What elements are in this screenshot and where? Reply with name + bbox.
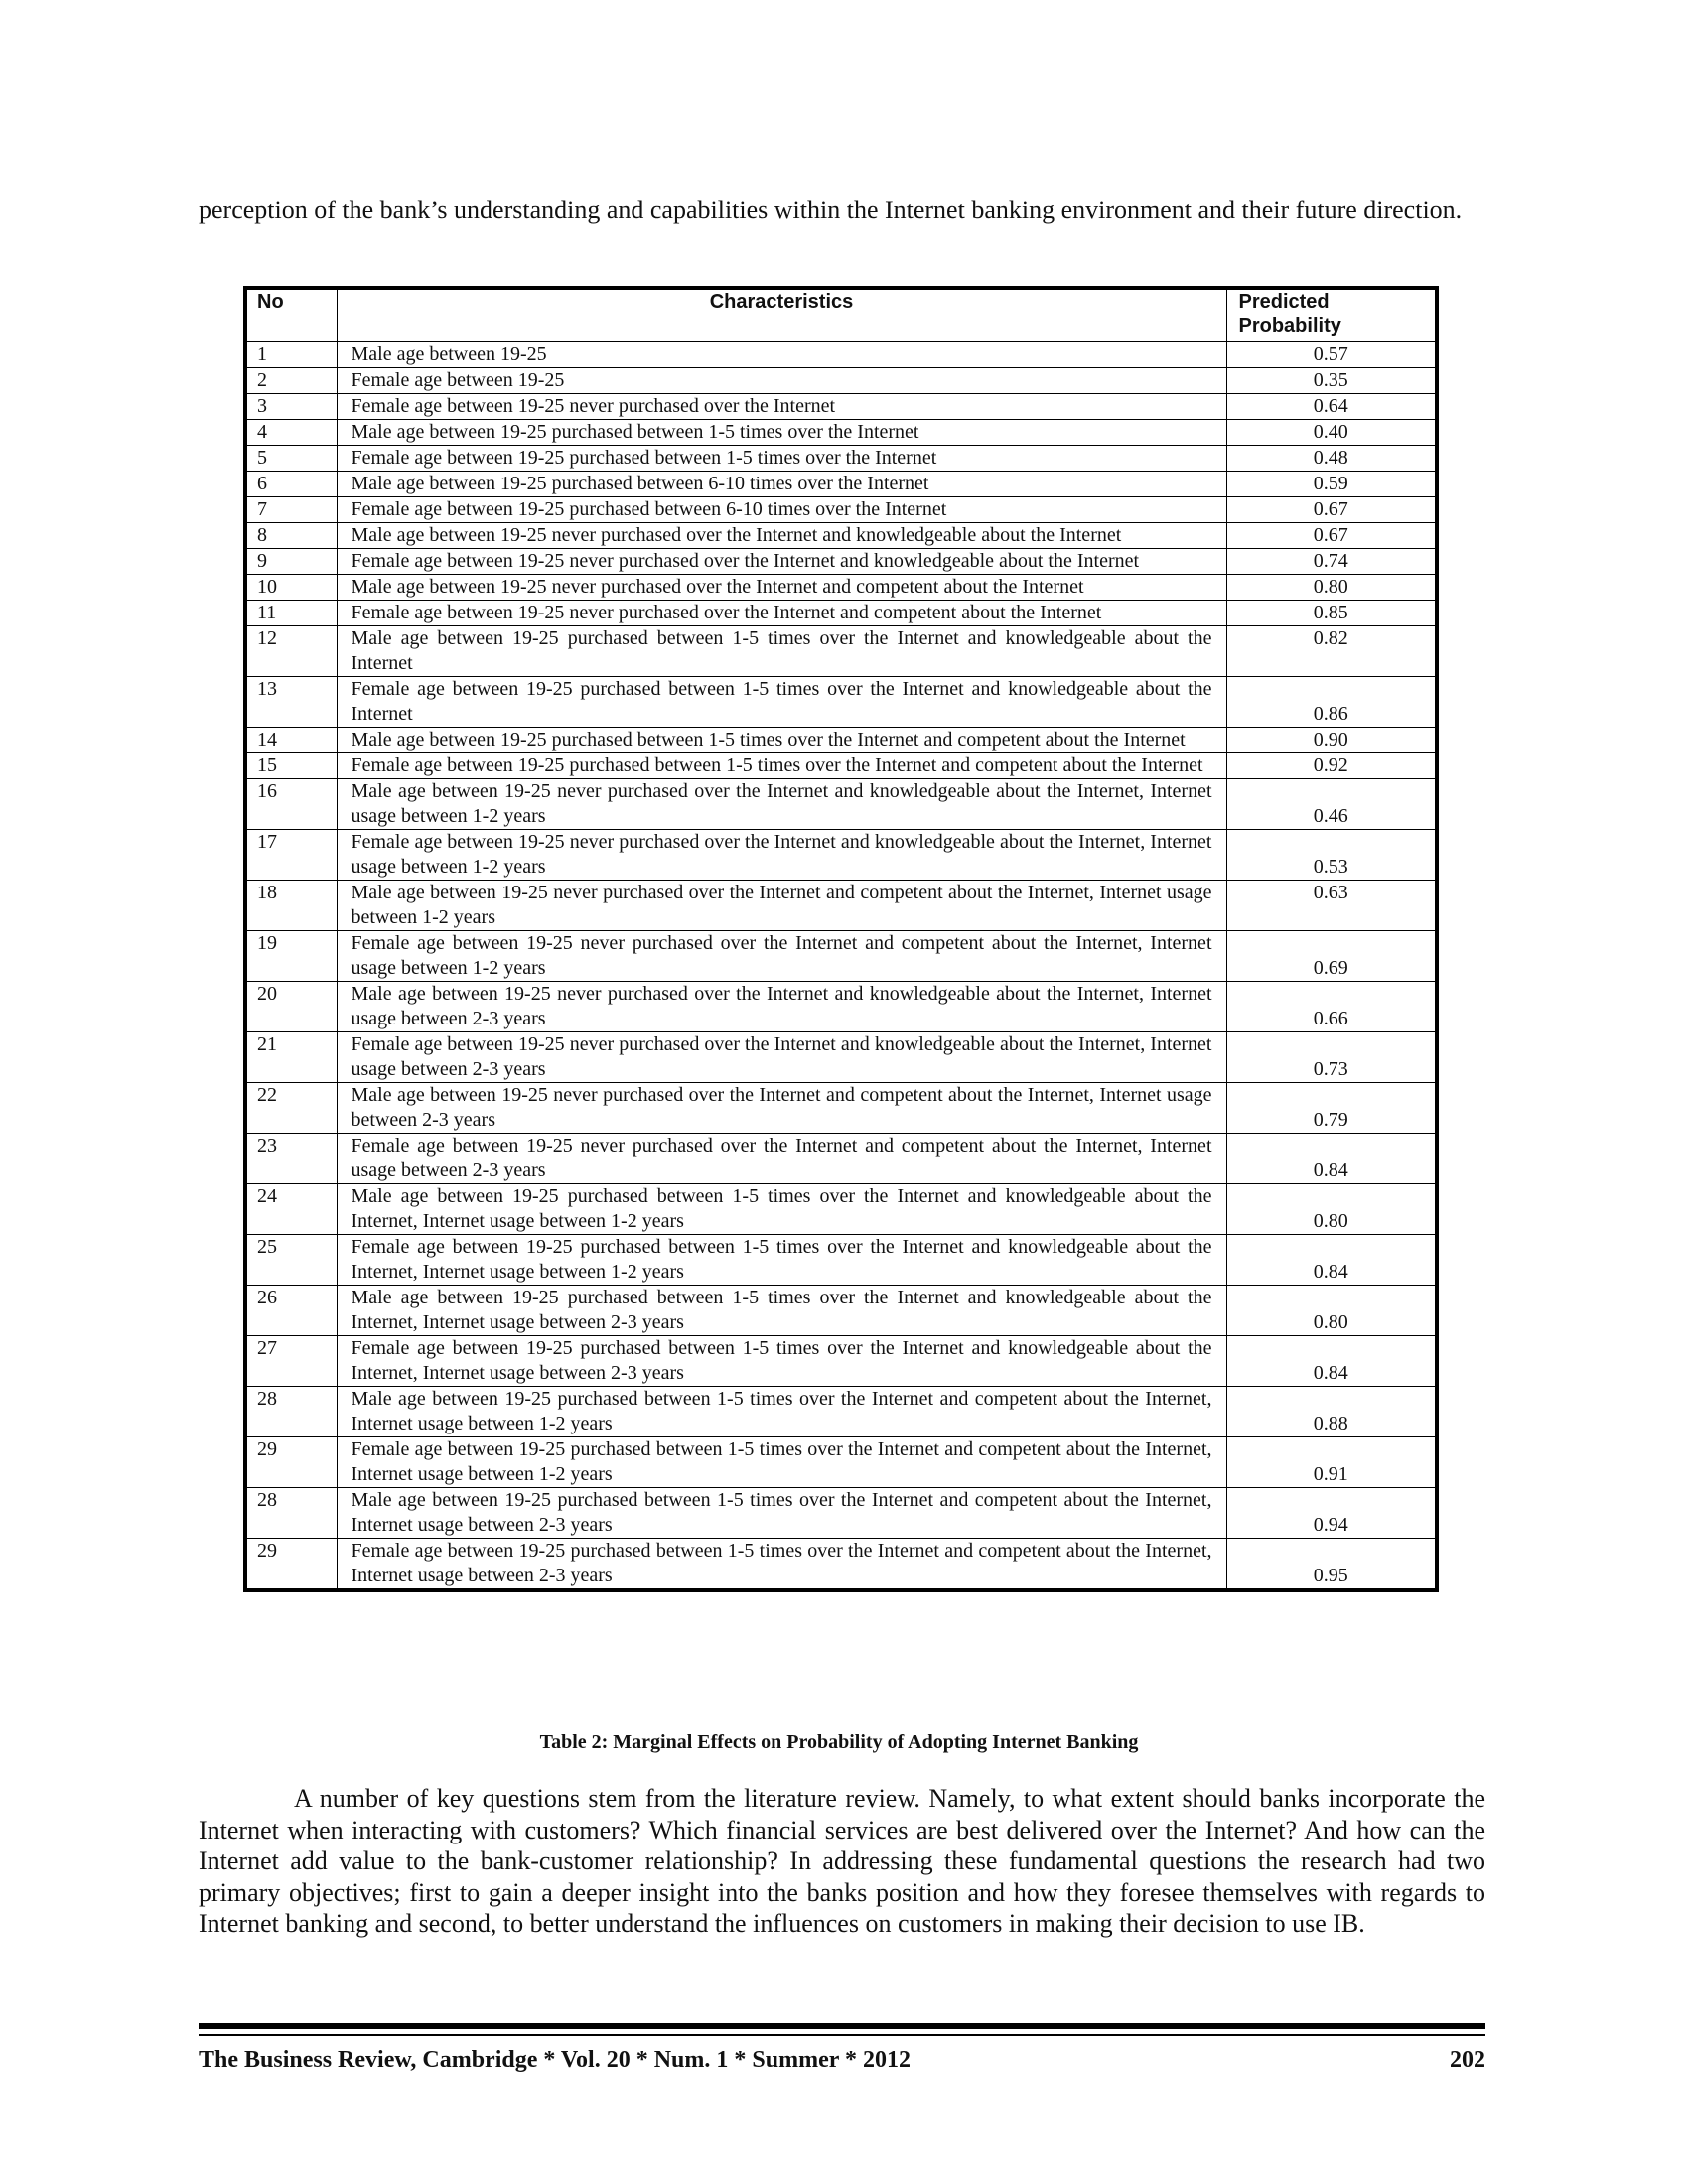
table-row <box>245 677 1437 728</box>
row-number: 24 <box>245 1184 337 1235</box>
row-number: 22 <box>245 1083 337 1134</box>
row-number: 5 <box>245 446 337 472</box>
row-predicted-probability: 0.90 <box>1226 728 1437 753</box>
row-predicted-probability: 0.88 <box>1226 1387 1437 1437</box>
row-characteristics: Male age between 19-25 never purchased over the Internet and competent about the Internet, Internet usage between 2-3 years <box>337 1083 1226 1134</box>
table-row <box>245 1083 1437 1134</box>
table-row <box>245 1387 1437 1437</box>
row-number: 12 <box>245 626 337 677</box>
table-row <box>245 342 1437 368</box>
row-predicted-probability: 0.69 <box>1226 931 1437 982</box>
results-table <box>243 286 1439 1592</box>
row-characteristics: Female age between 19-25 <box>337 368 1226 394</box>
row-characteristics: Female age between 19-25 purchased between 1-5 times over the Internet and competent about the Internet, Internet usage between 2-3 years <box>337 1539 1226 1591</box>
row-number: 17 <box>245 830 337 881</box>
row-predicted-probability: 0.86 <box>1226 677 1437 728</box>
table-row <box>245 1488 1437 1539</box>
row-number: 20 <box>245 982 337 1032</box>
row-characteristics: Male age between 19-25 purchased between 1-5 times over the Internet <box>337 420 1226 446</box>
row-characteristics: Female age between 19-25 purchased between 1-5 times over the Internet and competent about the Internet <box>337 753 1226 779</box>
row-characteristics: Female age between 19-25 never purchased over the Internet and knowledgeable about the Internet, Internet usage between 2-3 years <box>337 1032 1226 1083</box>
row-characteristics: Male age between 19-25 purchased between 1-5 times over the Internet and knowledgeable about the Internet, Internet usage between 1-2 years <box>337 1184 1226 1235</box>
table-row <box>245 601 1437 626</box>
row-predicted-probability: 0.64 <box>1226 394 1437 420</box>
row-number: 13 <box>245 677 337 728</box>
row-number: 21 <box>245 1032 337 1083</box>
row-number: 7 <box>245 497 337 523</box>
row-predicted-probability: 0.53 <box>1226 830 1437 881</box>
row-characteristics: Female age between 19-25 never purchased over the Internet and competent about the Internet, Internet usage between 1-2 years <box>337 931 1226 982</box>
header-characteristics: Characteristics <box>337 288 1226 342</box>
row-characteristics: Male age between 19-25 purchased between 1-5 times over the Internet and knowledgeable about the Internet <box>337 626 1226 677</box>
table-body <box>245 342 1437 1591</box>
row-number: 29 <box>245 1437 337 1488</box>
row-predicted-probability: 0.57 <box>1226 342 1437 368</box>
table-row <box>245 728 1437 753</box>
intro-paragraph: perception of the bank’s understanding and capabilities within the Internet banking environment and their future direction. <box>199 196 1463 224</box>
row-characteristics: Female age between 19-25 purchased between 1-5 times over the Internet and competent about the Internet, Internet usage between 1-2 years <box>337 1437 1226 1488</box>
table-row <box>245 472 1437 497</box>
row-number: 16 <box>245 779 337 830</box>
row-characteristics: Female age between 19-25 purchased between 1-5 times over the Internet and knowledgeable about the Internet, Internet usage between 2-3 years <box>337 1336 1226 1387</box>
table-row <box>245 1336 1437 1387</box>
table-row <box>245 394 1437 420</box>
table-row <box>245 881 1437 931</box>
row-number: 10 <box>245 575 337 601</box>
row-number: 3 <box>245 394 337 420</box>
row-characteristics: Female age between 19-25 never purchased over the Internet and knowledgeable about the Internet <box>337 549 1226 575</box>
table-row <box>245 1437 1437 1488</box>
row-number: 9 <box>245 549 337 575</box>
row-number: 28 <box>245 1488 337 1539</box>
table-row <box>245 1032 1437 1083</box>
row-predicted-probability: 0.80 <box>1226 1184 1437 1235</box>
row-predicted-probability: 0.85 <box>1226 601 1437 626</box>
row-number: 8 <box>245 523 337 549</box>
row-characteristics: Male age between 19-25 never purchased over the Internet and knowledgeable about the Internet, Internet usage between 1-2 years <box>337 779 1226 830</box>
row-predicted-probability: 0.63 <box>1226 881 1437 931</box>
header-no: No <box>245 288 337 342</box>
row-characteristics: Male age between 19-25 purchased between 1-5 times over the Internet and competent about the Internet <box>337 728 1226 753</box>
table-row <box>245 1235 1437 1286</box>
table-row <box>245 1134 1437 1184</box>
row-predicted-probability: 0.94 <box>1226 1488 1437 1539</box>
row-number: 2 <box>245 368 337 394</box>
row-predicted-probability: 0.46 <box>1226 779 1437 830</box>
row-characteristics: Female age between 19-25 never purchased over the Internet <box>337 394 1226 420</box>
row-predicted-probability: 0.84 <box>1226 1235 1437 1286</box>
row-number: 6 <box>245 472 337 497</box>
header-predicted-probability: Predicted Probability <box>1226 288 1437 342</box>
table-caption: Table 2: Marginal Effects on Probability of Adopting Internet Banking <box>539 1731 1139 1753</box>
row-characteristics: Female age between 19-25 never purchased over the Internet and knowledgeable about the Internet, Internet usage between 1-2 years <box>337 830 1226 881</box>
table-row <box>245 830 1437 881</box>
row-number: 29 <box>245 1539 337 1591</box>
row-number: 15 <box>245 753 337 779</box>
row-predicted-probability: 0.80 <box>1226 575 1437 601</box>
row-number: 26 <box>245 1286 337 1336</box>
row-predicted-probability: 0.48 <box>1226 446 1437 472</box>
footer-rule-thick <box>199 2023 1485 2029</box>
row-characteristics: Male age between 19-25 never purchased over the Internet and competent about the Internet, Internet usage between 1-2 years <box>337 881 1226 931</box>
table-row <box>245 931 1437 982</box>
footer-journal: The Business Review, Cambridge * Vol. 20 * Num. 1 * Summer * 2012 <box>199 2047 911 2073</box>
results-table-container <box>243 286 1435 1592</box>
table-row <box>245 446 1437 472</box>
row-predicted-probability: 0.95 <box>1226 1539 1437 1591</box>
row-characteristics: Male age between 19-25 purchased between 1-5 times over the Internet and knowledgeable about the Internet, Internet usage between 2-3 years <box>337 1286 1226 1336</box>
row-number: 18 <box>245 881 337 931</box>
table-row <box>245 575 1437 601</box>
row-predicted-probability: 0.80 <box>1226 1286 1437 1336</box>
table-row <box>245 1184 1437 1235</box>
row-number: 25 <box>245 1235 337 1286</box>
table-row <box>245 1539 1437 1591</box>
table-row <box>245 626 1437 677</box>
row-predicted-probability: 0.84 <box>1226 1336 1437 1387</box>
row-predicted-probability: 0.74 <box>1226 549 1437 575</box>
row-predicted-probability: 0.59 <box>1226 472 1437 497</box>
row-characteristics: Male age between 19-25 purchased between 1-5 times over the Internet and competent about the Internet, Internet usage between 2-3 years <box>337 1488 1226 1539</box>
row-predicted-probability: 0.66 <box>1226 982 1437 1032</box>
row-predicted-probability: 0.84 <box>1226 1134 1437 1184</box>
row-number: 19 <box>245 931 337 982</box>
body-paragraph: A number of key questions stem from the literature review. Namely, to what extent should banks incorporate the Internet when interacting with customers? Which financial services are best delivered over the Internet? And how can the Internet add value to the bank-customer relationship? In addressing these fundamental questions the research had two primary objectives; first to gain a deeper insight into the banks position and how they foresee themselves with regards to Internet banking and second, to better understand the influences on customers in making their decision to use IB. <box>199 1784 1485 1938</box>
row-predicted-probability: 0.73 <box>1226 1032 1437 1083</box>
row-number: 28 <box>245 1387 337 1437</box>
row-predicted-probability: 0.92 <box>1226 753 1437 779</box>
table-row <box>245 779 1437 830</box>
row-predicted-probability: 0.79 <box>1226 1083 1437 1134</box>
table-row <box>245 368 1437 394</box>
row-number: 11 <box>245 601 337 626</box>
row-predicted-probability: 0.67 <box>1226 523 1437 549</box>
row-characteristics: Male age between 19-25 purchased between 1-5 times over the Internet and competent about the Internet, Internet usage between 1-2 years <box>337 1387 1226 1437</box>
row-number: 1 <box>245 342 337 368</box>
row-predicted-probability: 0.35 <box>1226 368 1437 394</box>
row-predicted-probability: 0.40 <box>1226 420 1437 446</box>
row-characteristics: Female age between 19-25 never purchased over the Internet and competent about the Internet, Internet usage between 2-3 years <box>337 1134 1226 1184</box>
row-characteristics: Female age between 19-25 never purchased over the Internet and competent about the Internet <box>337 601 1226 626</box>
row-predicted-probability: 0.67 <box>1226 497 1437 523</box>
table-header-row <box>245 288 1437 342</box>
row-number: 23 <box>245 1134 337 1184</box>
row-number: 27 <box>245 1336 337 1387</box>
row-characteristics: Male age between 19-25 <box>337 342 1226 368</box>
table-row <box>245 753 1437 779</box>
row-predicted-probability: 0.82 <box>1226 626 1437 677</box>
row-characteristics: Male age between 19-25 never purchased over the Internet and knowledgeable about the Internet, Internet usage between 2-3 years <box>337 982 1226 1032</box>
row-characteristics: Female age between 19-25 purchased between 6-10 times over the Internet <box>337 497 1226 523</box>
footer-page-number: 202 <box>1450 2047 1485 2073</box>
table-row <box>245 420 1437 446</box>
row-characteristics: Female age between 19-25 purchased between 1-5 times over the Internet and knowledgeable about the Internet <box>337 677 1226 728</box>
table-row <box>245 497 1437 523</box>
table-row <box>245 549 1437 575</box>
table-row <box>245 982 1437 1032</box>
row-number: 4 <box>245 420 337 446</box>
row-characteristics: Male age between 19-25 purchased between 6-10 times over the Internet <box>337 472 1226 497</box>
row-characteristics: Male age between 19-25 never purchased over the Internet and knowledgeable about the Internet <box>337 523 1226 549</box>
row-characteristics: Female age between 19-25 purchased between 1-5 times over the Internet and knowledgeable about the Internet, Internet usage between 1-2 years <box>337 1235 1226 1286</box>
footer-rule-thin <box>199 2034 1485 2036</box>
row-characteristics: Male age between 19-25 never purchased over the Internet and competent about the Internet <box>337 575 1226 601</box>
row-number: 14 <box>245 728 337 753</box>
row-predicted-probability: 0.91 <box>1226 1437 1437 1488</box>
table-row <box>245 1286 1437 1336</box>
row-characteristics: Female age between 19-25 purchased between 1-5 times over the Internet <box>337 446 1226 472</box>
table-row <box>245 523 1437 549</box>
